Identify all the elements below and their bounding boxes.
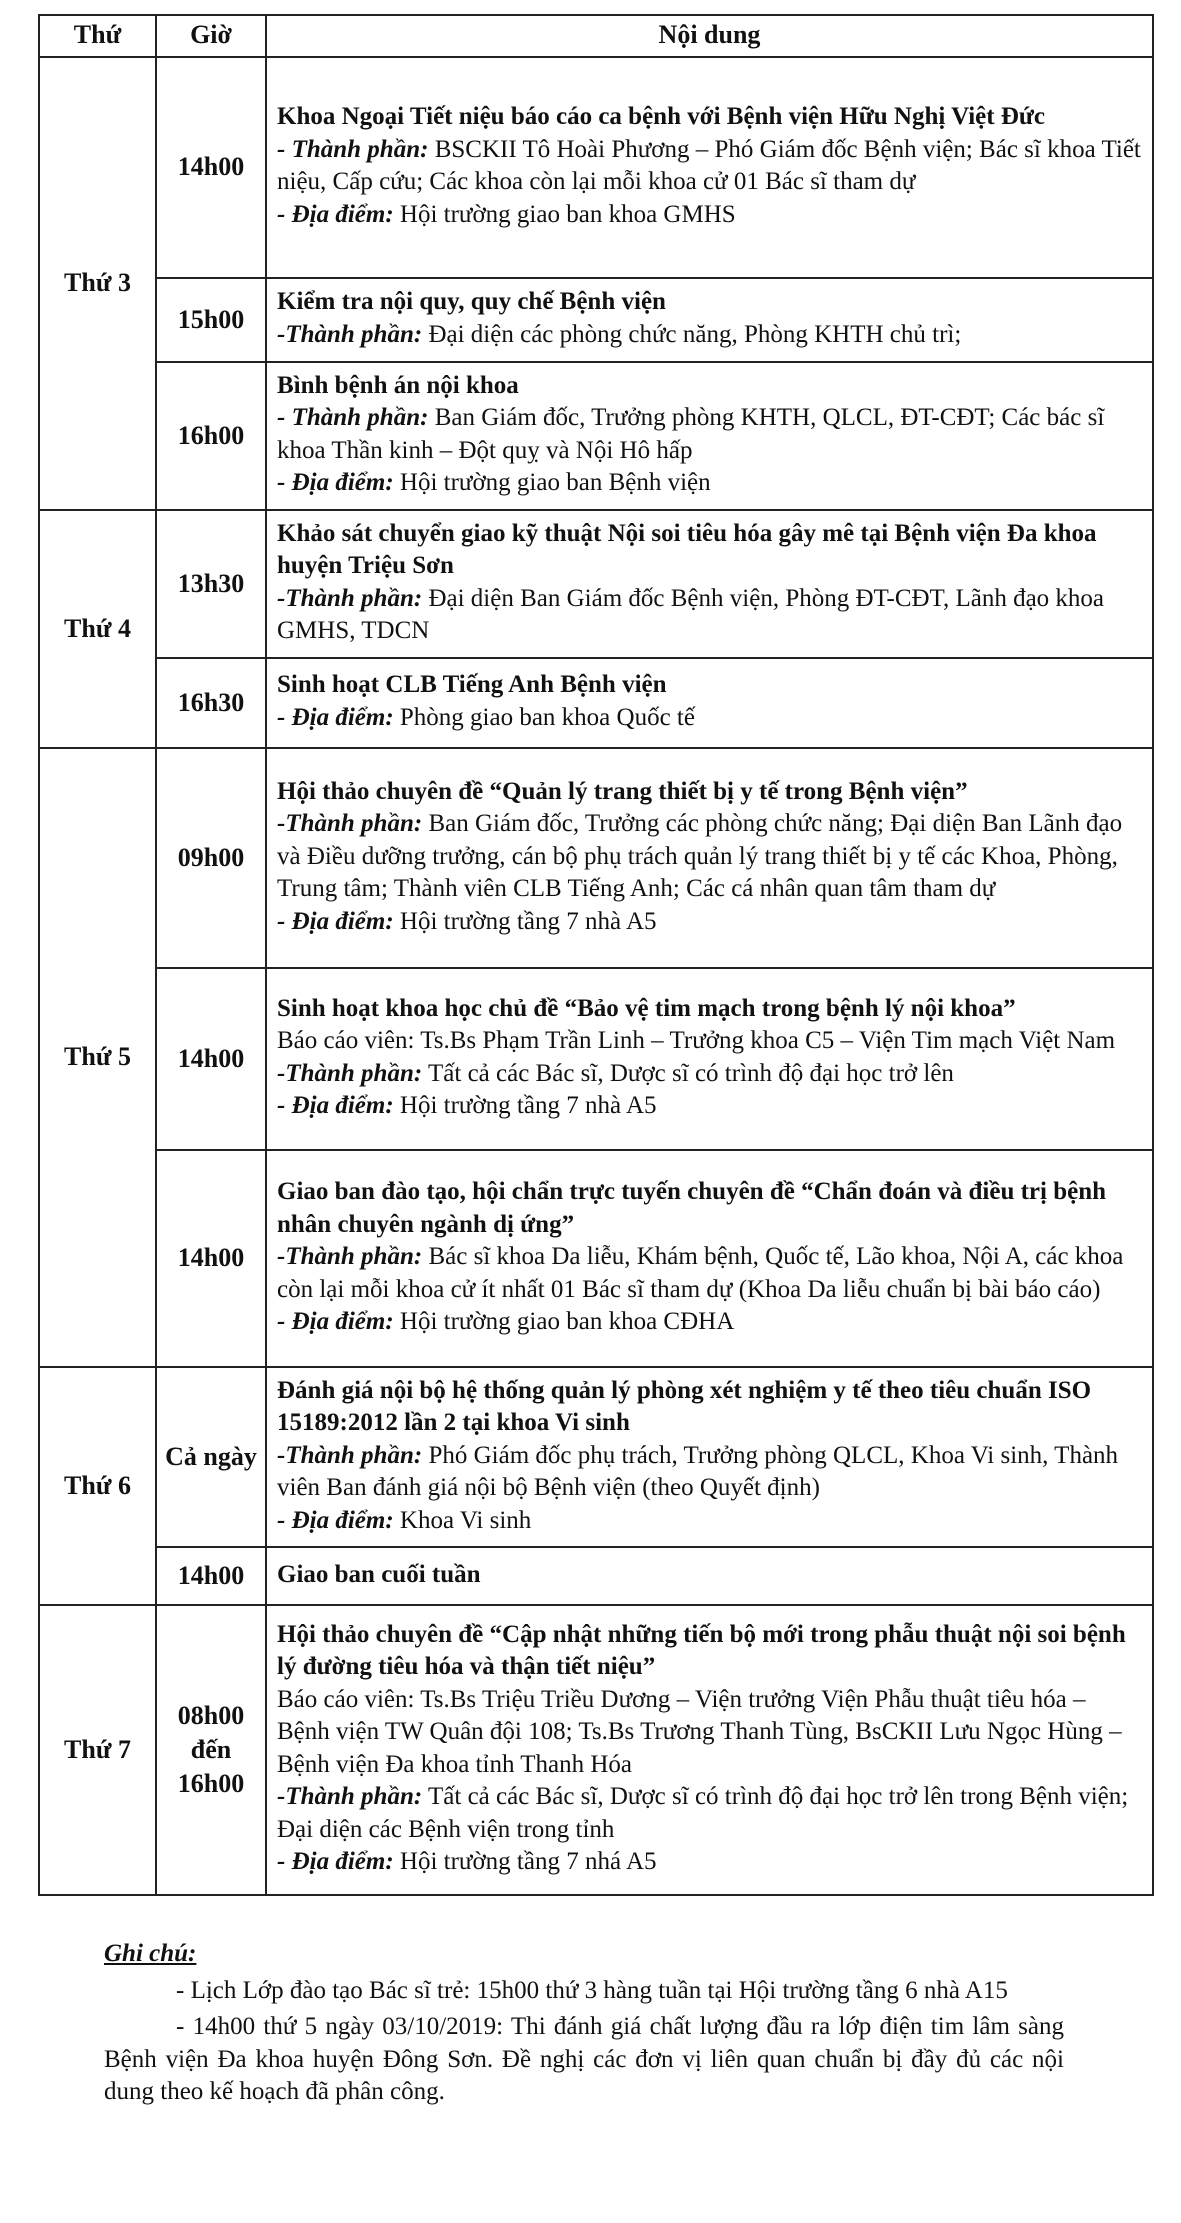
participants-label: -Thành phần: — [277, 810, 423, 838]
schedule-row — [39, 362, 1153, 510]
event-title: Sinh hoạt khoa học chủ đề “Bảo vệ tim mạch trong bệnh lý nội khoa” — [277, 994, 1016, 1022]
participants-label: -Thành phần: — [277, 584, 423, 612]
schedule-row — [39, 1547, 1153, 1605]
schedule-row — [39, 1367, 1153, 1547]
participants-text: Ban Giám đốc, Trưởng phòng KHTH, QLCL, ĐT-CĐT; Các bác sĩ khoa Thần kinh – Đột quỵ và Nội Hô hấp — [277, 404, 1105, 464]
participants-text: Tất cả các Bác sĩ, Dược sĩ có trình độ đại học trở lên — [428, 1059, 954, 1087]
event-speaker: Báo cáo viên: Ts.Bs Triệu Triều Dương – Viện trưởng Viện Phẫu thuật tiêu hóa – Bệnh viện TW Quân đội 108; Ts.Bs Trương Thanh Tùng, BsCKII Lưu Ngọc Hùng – Bệnh viện Đa khoa tỉnh Thanh Hóa — [277, 1685, 1122, 1778]
event-location — [277, 1090, 1142, 1123]
event-location — [277, 1846, 1142, 1879]
header-content: Nội dung — [266, 15, 1153, 57]
event-speaker: Báo cáo viên: Ts.Bs Phạm Trần Linh – Trưởng khoa C5 – Viện Tim mạch Việt Nam — [277, 1027, 1116, 1055]
time-cell: 16h00 — [156, 362, 266, 510]
time-cell: 15h00 — [156, 278, 266, 362]
time-cell: 14h00 — [156, 968, 266, 1150]
time-cell: 08h00 đến 16h00 — [156, 1605, 266, 1895]
event-title: Khoa Ngoại Tiết niệu báo cáo ca bệnh với Bệnh viện Hữu Nghị Việt Đức — [277, 103, 1046, 131]
participants-label: - Thành phần: — [277, 135, 429, 163]
participants-label: -Thành phần: — [277, 1243, 423, 1271]
event-participants — [277, 808, 1142, 906]
participants-text: Bác sĩ khoa Da liễu, Khám bệnh, Quốc tế, Lão khoa, Nội A, các khoa còn lại mỗi khoa cử ít nhất 01 Bác sĩ tham dự (Khoa Da liễu chuẩn bị bài báo cáo) — [277, 1243, 1124, 1303]
event-participants — [277, 319, 1142, 352]
time-cell: 16h30 — [156, 658, 266, 748]
header-row — [39, 15, 1153, 57]
time-cell: 14h00 — [156, 1150, 266, 1367]
header-time: Giờ — [156, 15, 266, 57]
event-participants — [277, 1241, 1142, 1306]
location-label: - Địa điểm: — [277, 200, 394, 228]
time-cell: 14h00 — [156, 1547, 266, 1605]
event-participants — [277, 1440, 1142, 1505]
schedule-row — [39, 278, 1153, 362]
event-location — [277, 1306, 1142, 1339]
event-title: Sinh hoạt CLB Tiếng Anh Bệnh viện — [277, 671, 667, 699]
schedule-row — [39, 1150, 1153, 1367]
event-cell — [266, 1547, 1153, 1605]
event-location — [277, 906, 1142, 939]
event-location — [277, 1505, 1142, 1538]
event-cell — [266, 1150, 1153, 1367]
event-participants — [277, 402, 1142, 467]
location-text: Hội trường giao ban Bệnh viện — [399, 469, 711, 497]
location-text: Hội trường giao ban khoa GMHS — [399, 200, 736, 228]
event-cell — [266, 57, 1153, 278]
event-title: Hội thảo chuyên đề “Cập nhật những tiến bộ mới trong phẫu thuật nội soi bệnh lý đường tiêu hóa và thận tiết niệu” — [277, 1620, 1126, 1681]
event-title: Giao ban cuối tuần — [277, 1560, 481, 1588]
event-title: Khảo sát chuyển giao kỹ thuật Nội soi tiêu hóa gây mê tại Bệnh viện Đa khoa huyện Triệu Sơn — [277, 519, 1097, 580]
event-title: Bình bệnh án nội khoa — [277, 371, 519, 399]
event-cell — [266, 968, 1153, 1150]
day-cell: Thứ 3 — [39, 57, 156, 510]
notes-heading: Ghi chú: — [104, 1940, 197, 1967]
location-label: - Địa điểm: — [277, 1506, 394, 1534]
weekly-schedule-table — [38, 14, 1154, 1896]
time-cell: 09h00 — [156, 748, 266, 968]
event-cell — [266, 1605, 1153, 1895]
note-item: - 14h00 thứ 5 ngày 03/10/2019: Thi đánh giá chất lượng đầu ra lớp điện tim lâm sàng Bệnh viện Đa khoa huyện Đông Sơn. Đề nghị các đơn vị liên quan chuẩn bị đầy đủ các nội dung theo kế hoạch đã phân công. — [104, 2013, 1064, 2105]
event-participants — [277, 1058, 1142, 1091]
event-participants — [277, 583, 1142, 648]
participants-text: Đại diện các phòng chức năng, Phòng KHTH chủ trì; — [428, 320, 962, 348]
location-text: Hội trường tầng 7 nhá A5 — [399, 1848, 657, 1876]
location-text: Phòng giao ban khoa Quốc tế — [399, 703, 695, 731]
participants-text: Đại diện Ban Giám đốc Bệnh viện, Phòng ĐT-CĐT, Lãnh đạo khoa GMHS, TDCN — [277, 584, 1105, 645]
location-text: Khoa Vi sinh — [399, 1506, 532, 1534]
participants-label: -Thành phần: — [277, 320, 423, 348]
location-text: Hội trường tầng 7 nhà A5 — [399, 907, 657, 935]
day-cell: Thứ 4 — [39, 510, 156, 748]
notes-section — [104, 1938, 1064, 2109]
day-cell: Thứ 5 — [39, 748, 156, 1367]
event-cell — [266, 1367, 1153, 1547]
schedule-row — [39, 1605, 1153, 1895]
event-cell — [266, 278, 1153, 362]
event-location — [277, 467, 1142, 500]
event-cell — [266, 748, 1153, 968]
participants-text: Phó Giám đốc phụ trách, Trưởng phòng QLCL, Khoa Vi sinh, Thành viên Ban đánh giá nội bộ Bệnh viện (theo Quyết định) — [277, 1441, 1119, 1502]
location-label: - Địa điểm: — [277, 907, 394, 935]
event-cell — [266, 362, 1153, 510]
schedule-row — [39, 968, 1153, 1150]
location-text: Hội trường tầng 7 nhà A5 — [399, 1092, 657, 1120]
event-title: Đánh giá nội bộ hệ thống quản lý phòng xét nghiệm y tế theo tiêu chuẩn ISO 15189:2012 lần 2 tại khoa Vi sinh — [277, 1376, 1092, 1437]
time-cell: Cả ngày — [156, 1367, 266, 1547]
event-participants — [277, 1781, 1142, 1846]
time-cell: 13h30 — [156, 510, 266, 658]
participants-label: -Thành phần: — [277, 1441, 423, 1469]
event-title: Giao ban đào tạo, hội chẩn trực tuyến chuyên đề “Chẩn đoán và điều trị bệnh nhân chuyên ngành dị ứng” — [277, 1178, 1107, 1238]
event-location — [277, 199, 1142, 232]
event-location — [277, 702, 1142, 735]
event-participants — [277, 134, 1142, 199]
participants-text: BSCKII Tô Hoài Phương – Phó Giám đốc Bệnh viện; Bác sĩ khoa Tiết niệu, Cấp cứu; Các khoa còn lại mỗi khoa cử 01 Bác sĩ tham dự — [277, 135, 1141, 196]
event-title: Kiểm tra nội quy, quy chế Bệnh viện — [277, 288, 666, 316]
schedule-row — [39, 658, 1153, 748]
day-cell: Thứ 7 — [39, 1605, 156, 1895]
location-label: - Địa điểm: — [277, 1848, 394, 1876]
day-cell: Thứ 6 — [39, 1367, 156, 1605]
schedule-row — [39, 57, 1153, 278]
participants-text: Ban Giám đốc, Trưởng các phòng chức năng; Đại diện Ban Lãnh đạo và Điều dưỡng trưởng, cán bộ phụ trách quản lý trang thiết bị y tế các Khoa, Phòng, Trung tâm; Thành viên CLB Tiếng Anh; Các cá nhân quan tâm tham dự — [277, 810, 1123, 903]
participants-label: -Thành phần: — [277, 1059, 423, 1087]
event-cell — [266, 658, 1153, 748]
participants-text: Tất cả các Bác sĩ, Dược sĩ có trình độ đại học trở lên trong Bệnh viện; Đại diện các Bệnh viện trong tỉnh — [277, 1783, 1129, 1843]
location-text: Hội trường giao ban khoa CĐHA — [399, 1308, 735, 1336]
location-label: - Địa điểm: — [277, 469, 394, 497]
event-cell — [266, 510, 1153, 658]
header-day: Thứ — [39, 15, 156, 57]
participants-label: -Thành phần: — [277, 1783, 423, 1811]
location-label: - Địa điểm: — [277, 703, 394, 731]
participants-label: - Thành phần: — [277, 404, 429, 432]
note-item: - Lịch Lớp đào tạo Bác sĩ trẻ: 15h00 thứ 3 hàng tuần tại Hội trường tầng 6 nhà A15 — [176, 1976, 1008, 2004]
event-title: Hội thảo chuyên đề “Quản lý trang thiết bị y tế trong Bệnh viện” — [277, 777, 968, 805]
time-cell: 14h00 — [156, 57, 266, 278]
location-label: - Địa điểm: — [277, 1308, 394, 1336]
schedule-row — [39, 748, 1153, 968]
location-label: - Địa điểm: — [277, 1092, 394, 1120]
schedule-row — [39, 510, 1153, 658]
